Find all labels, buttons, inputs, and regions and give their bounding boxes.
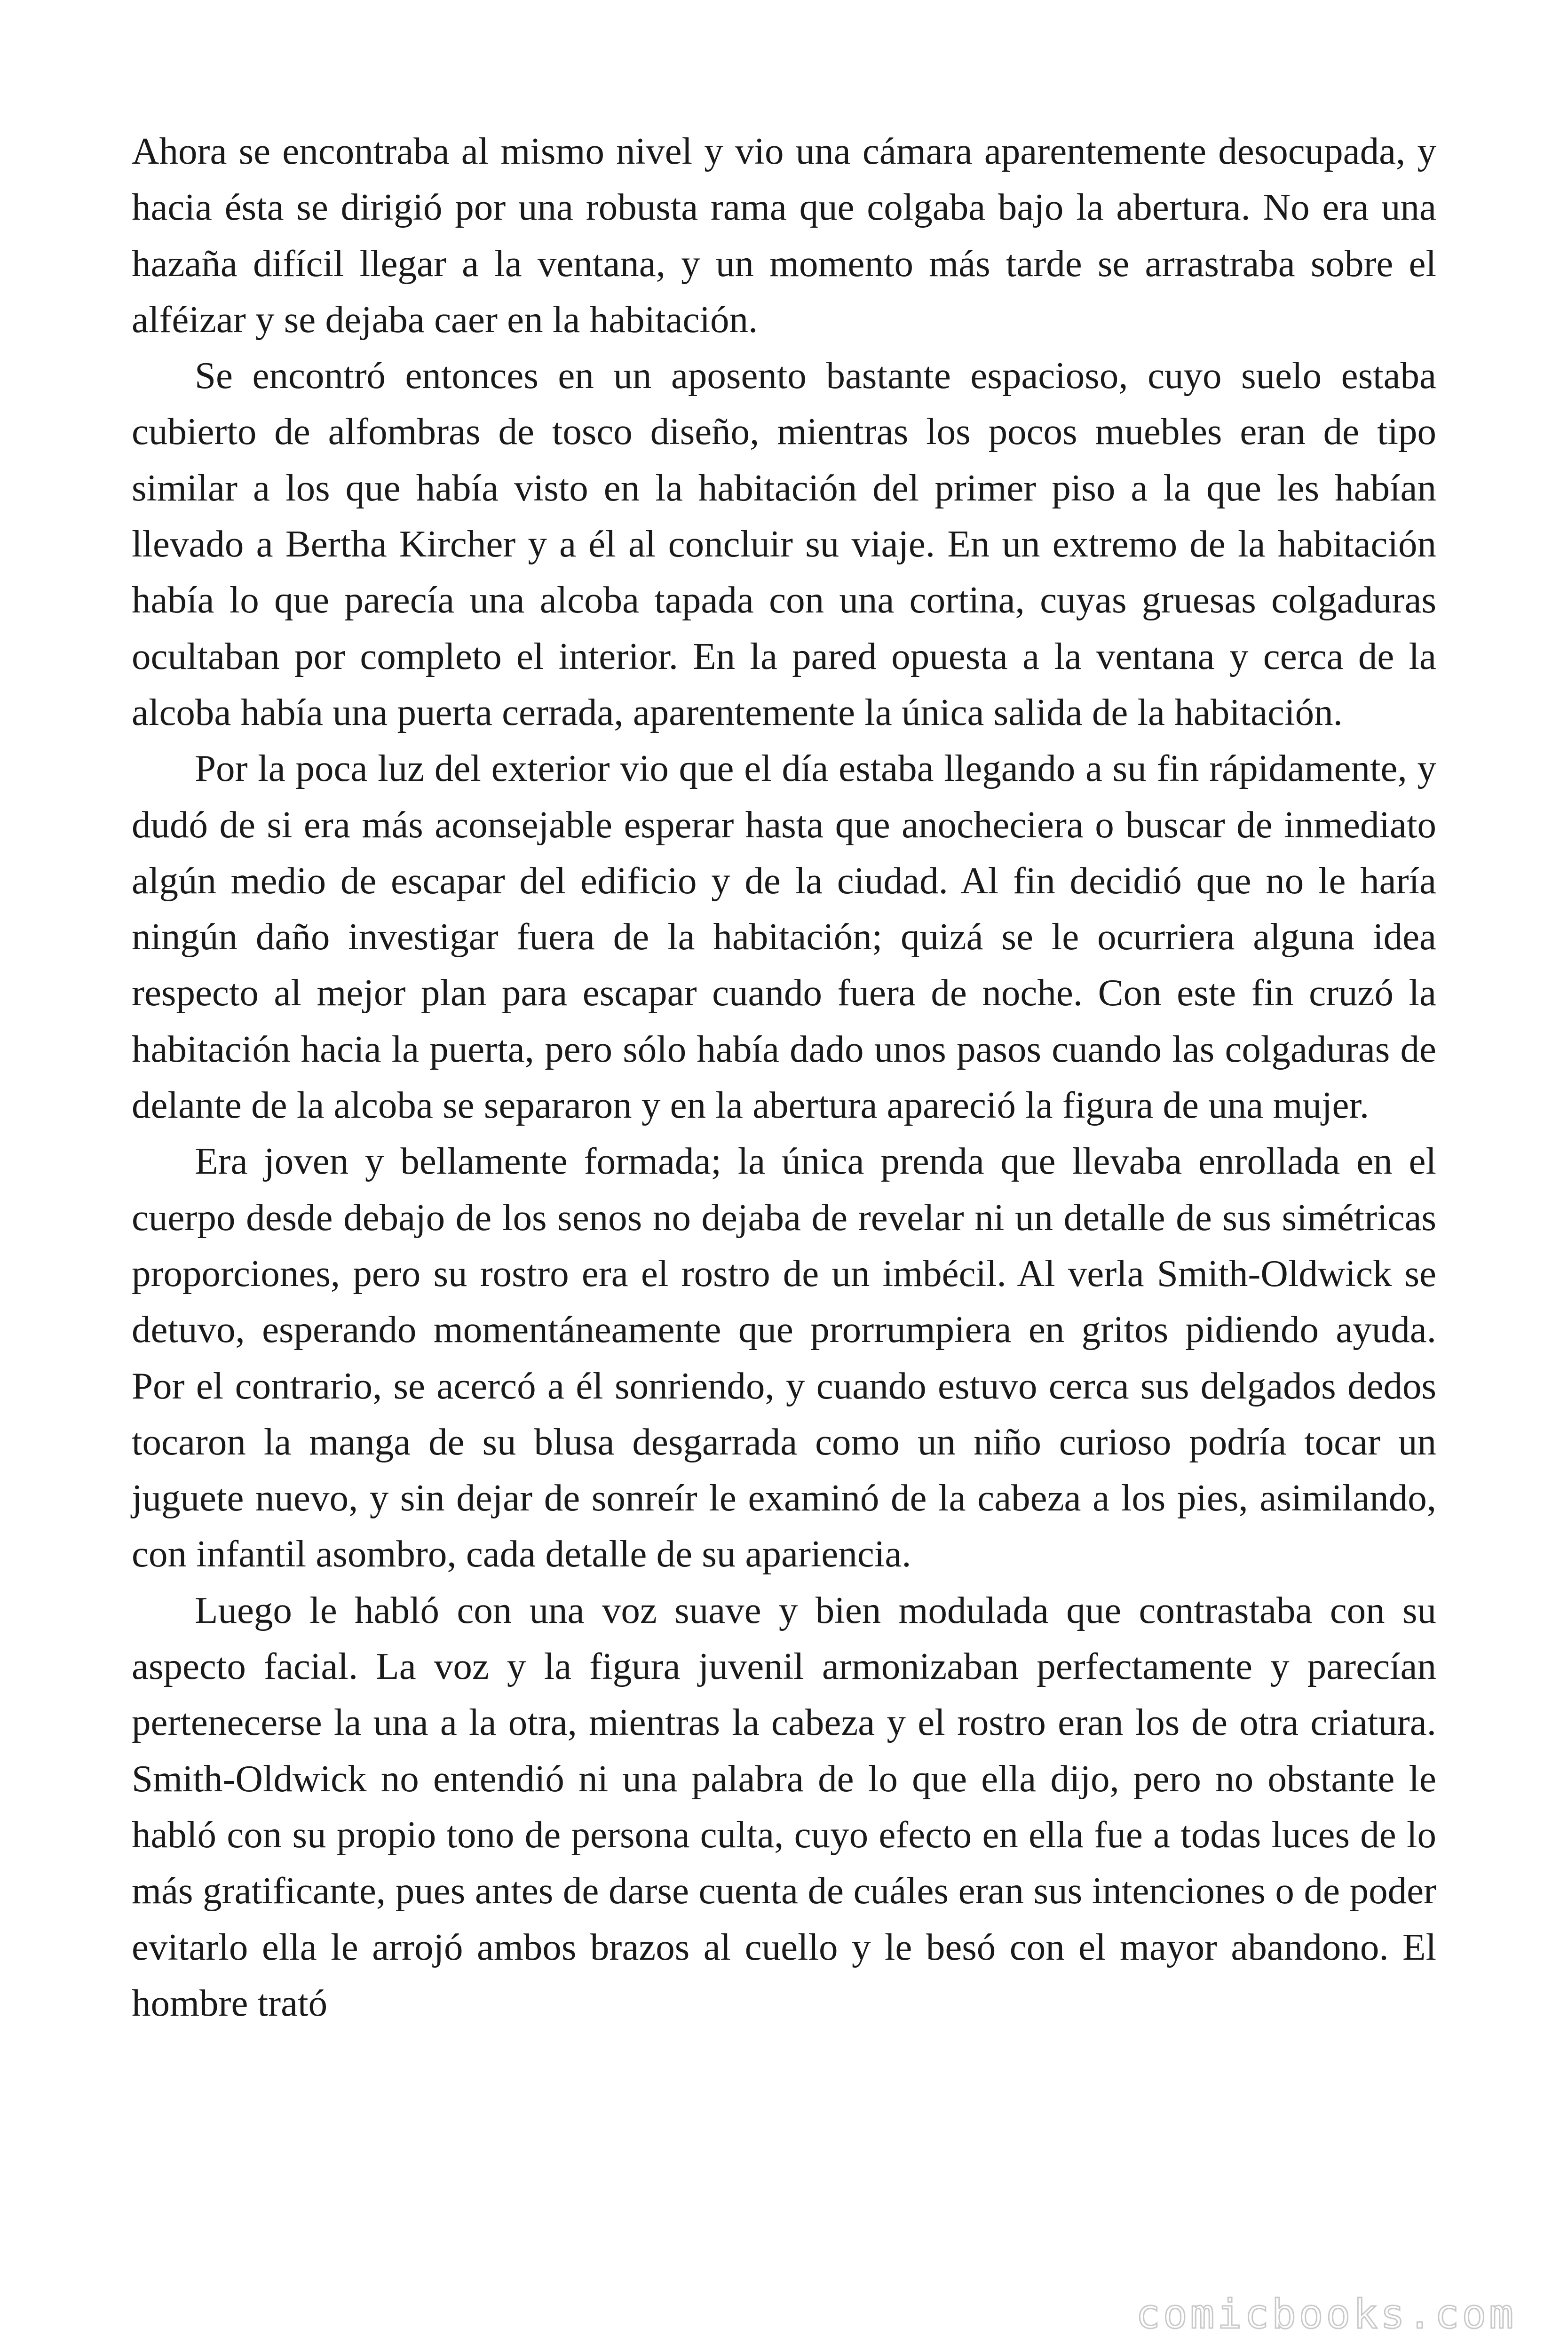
paragraph-5: Luego le habló con una voz suave y bien modulada que contrastaba con su aspecto facial. La voz y la figura juvenil armonizaban perfectamente y parecían pertenecerse la una a la otra, mientras la cabeza y el rostro eran los de otra criatura. Smith-Oldwick no entendió ni una palabra de lo que ella dijo, pero no obstante le habló con su propio tono de persona culta, cuyo efecto en ella fue a todas luces de lo más gratificante, pues antes de darse cuenta de cuáles eran sus intenciones o de poder evitarlo ella le arrojó ambos brazos al cuello y le besó con el mayor abandono. El hombre trató [132, 1589, 1436, 2024]
paragraph-1: Ahora se encontraba al mismo nivel y vio una cámara aparentemente desocupada, y hacia ésta se dirigió por una robusta rama que colgaba bajo la abertura. No era una hazaña difícil llegar a la ventana, y un momento más tarde se arrastraba sobre el alféizar y se dejaba caer en la habitación. [132, 130, 1436, 341]
watermark: comicbooks.com [1136, 2291, 1516, 2338]
body-text [132, 123, 1436, 2031]
paragraph-3: Por la poca luz del exterior vio que el día estaba llegando a su fin rápidamente, y dudó de si era más aconsejable esperar hasta que anocheciera o buscar de inmediato algún medio de escapar del edificio y de la ciudad. Al fin decidió que no le haría ningún daño investigar fuera de la habitación; quizá se le ocurriera alguna idea respecto al mejor plan para escapar cuando fuera de noche. Con este fin cruzó la habitación hacia la puerta, pero sólo había dado unos pasos cuando las colgaduras de delante de la alcoba se separaron y en la abertura apareció la figura de una mujer. [132, 747, 1436, 1127]
paragraph-4: Era joven y bellamente formada; la única prenda que llevaba enrollada en el cuerpo desde debajo de los senos no dejaba de revelar ni un detalle de sus simétricas proporciones, pero su rostro era el rostro de un imbécil. Al verla Smith-Oldwick se detuvo, esperando momentáneamente que prorrumpiera en gritos pidiendo ayuda. Por el contrario, se acercó a él sonriendo, y cuando estuvo cerca sus delgados dedos tocaron la manga de su blusa desgarrada como un niño curioso podría tocar un juguete nuevo, y sin dejar de sonreír le examinó de la cabeza a los pies, asimilando, con infantil asombro, cada detalle de su apariencia. [132, 1140, 1436, 1575]
paragraph-2: Se encontró entonces en un aposento bastante espacioso, cuyo suelo estaba cubierto de alfombras de tosco diseño, mientras los pocos muebles eran de tipo similar a los que había visto en la habitación del primer piso a la que les habían llevado a Bertha Kircher y a él al concluir su viaje. En un extremo de la habitación había lo que parecía una alcoba tapada con una cortina, cuyas gruesas colgaduras ocultaban por completo el interior. En la pared opuesta a la ventana y cerca de la alcoba había una puerta cerrada, aparentemente la única salida de la habitación. [132, 354, 1436, 733]
